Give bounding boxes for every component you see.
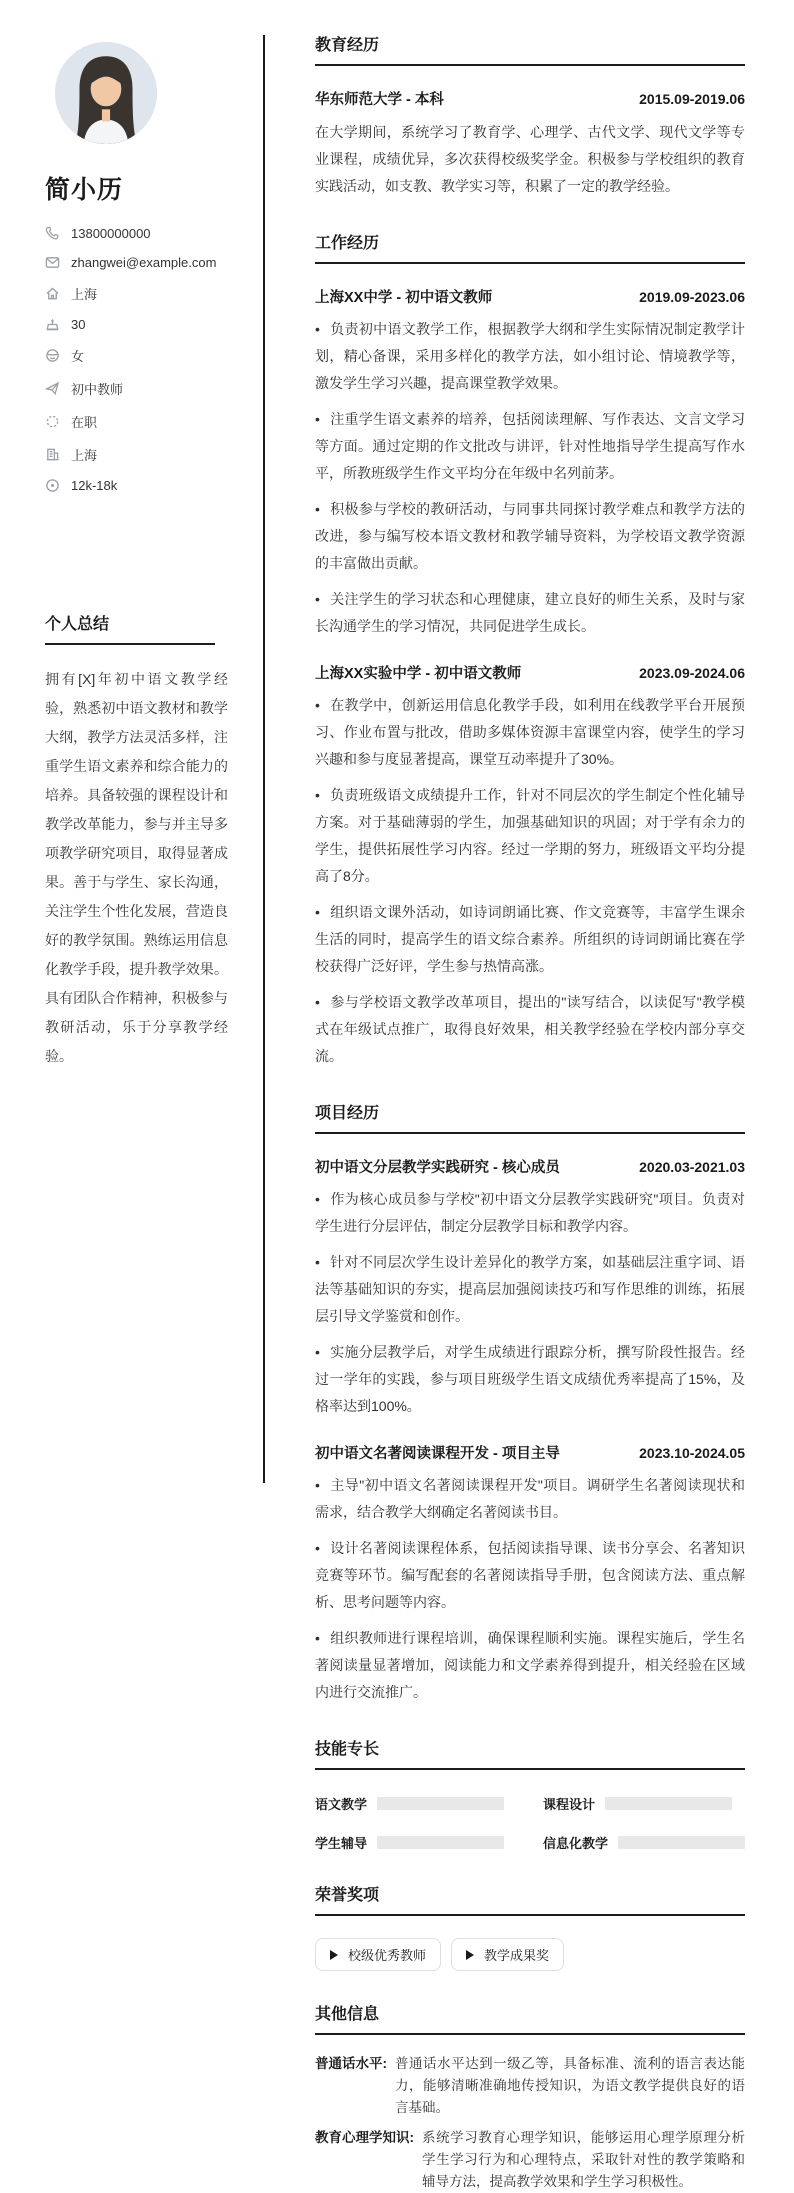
- contact-city: [45, 445, 263, 464]
- skill-label: 信息化教学: [542, 1836, 608, 1851]
- education-section: [315, 32, 745, 200]
- work-entry-1-bullets: [315, 316, 745, 640]
- education-description: 在大学期间，系统学习了教育学、心理学、古代文学、现代文学等专业课程，成绩优异，多次获得校级奖学金。积极参与学校组织的教育实践活动，如支教、教学实习等，积累了一定的教学经验。: [315, 124, 745, 194]
- work-entry-1-date: 2019.09-2023.06: [639, 289, 745, 305]
- skill-bar-track: [377, 1836, 504, 1849]
- bullet: • 组织教师进行课程培训，确保课程顺利实施。课程实施后，学生名著阅读量显著增加，阅读能力和文学素养得到提升，相关经验在区域内进行交流推广。: [315, 1625, 745, 1706]
- education-entry-head: [315, 88, 745, 109]
- other-info-section: [315, 2001, 745, 2193]
- education-entry: [315, 88, 745, 200]
- work-entry-2-date: 2023.09-2024.06: [639, 665, 745, 681]
- sidebar: [45, 0, 263, 1522]
- skill-it-teaching: [543, 1833, 745, 1852]
- project-entry-1-bullets: [315, 1186, 745, 1420]
- bullet: • 积极参与学校的教研活动，与同事共同探讨教学难点和教学方法的改进，参与编写校本语文教材和教学辅导资料，为学校语文教学资源的丰富做出贡献。: [315, 496, 745, 577]
- work-entry-2-bullets: [315, 692, 745, 1070]
- summary-heading: 个人总结: [45, 611, 215, 645]
- project-entry-2-head: [315, 1442, 745, 1463]
- bullet: • 组织语文课外活动，如诗词朗诵比赛、作文竞赛等，丰富学生课余生活的同时，提高学生的语文综合素养。所组织的诗词朗诵比赛在学校获得广泛好评，学生参与热情高涨。: [315, 899, 745, 980]
- mail-icon: [45, 255, 60, 270]
- skill-chinese-teaching: [315, 1794, 515, 1813]
- contact-location: [45, 284, 263, 303]
- work-section: [315, 230, 745, 1070]
- skills-grid: [315, 1794, 745, 1852]
- salary-target-icon: [45, 478, 60, 493]
- main-column: [315, 0, 745, 2189]
- contact-email-value: zhangwei@example.com: [71, 255, 217, 270]
- play-triangle-icon: [466, 1950, 474, 1960]
- education-school: 华东师范大学 - 本科: [315, 92, 444, 108]
- honors-heading: 荣誉奖项: [315, 1882, 745, 1916]
- honor-label: 校级优秀教师: [348, 1948, 427, 1963]
- work-entry-1: [315, 286, 745, 640]
- bullet: • 负责初中语文教学工作，根据教学大纲和学生实际情况制定教学计划，精心备课，采用多样化的教学方法，如小组讨论、情境教学等，激发学生学习兴趣，提高课堂教学效果。: [315, 316, 745, 397]
- other-item-text: 普通话水平达到一级乙等，具备标准、流利的语言表达能力，能够清晰准确地传授知识，为语文教学提供良好的语言基础。: [395, 2056, 745, 2115]
- status-circle-icon: [45, 414, 60, 429]
- skill-label: 学生辅导: [315, 1836, 368, 1851]
- work-heading: 工作经历: [315, 230, 745, 264]
- project-entry-1-date: 2020.03-2021.03: [639, 1159, 745, 1175]
- skills-heading: 技能专长: [315, 1736, 745, 1770]
- work-entry-2-head: [315, 662, 745, 683]
- skill-course-design: [543, 1794, 745, 1813]
- contact-position: [45, 379, 263, 398]
- education-date: 2015.09-2019.06: [639, 91, 745, 107]
- project-entry-1-head: [315, 1156, 745, 1177]
- skill-label: 课程设计: [542, 1797, 595, 1812]
- summary-section: [45, 611, 263, 1071]
- honor-badges: [315, 1938, 745, 1971]
- other-item-psychology: [315, 2127, 745, 2193]
- contact-list: [45, 226, 263, 493]
- age-icon: [45, 317, 60, 332]
- work-entry-2: [315, 662, 745, 1070]
- bullet: • 注重学生语文素养的培养，包括阅读理解、写作表达、文言文学习等方面。通过定期的作文批改与讲评，针对性地指导学生提高写作水平，所教班级学生作文平均分在年级中名列前茅。: [315, 406, 745, 487]
- bullet: • 作为核心成员参与学校"初中语文分层教学实践研究"项目。负责对学生进行分层评估，制定分层教学目标和教学内容。: [315, 1186, 745, 1240]
- contact-email: [45, 255, 263, 270]
- contact-age-value: 30: [71, 317, 86, 332]
- contact-position-value: 初中教师: [71, 382, 124, 397]
- bullet: • 在教学中，创新运用信息化教学手段，如利用在线教学平台开展预习、作业布置与批改，借助多媒体资源丰富课堂内容，使学生的学习兴趣和参与度显著提高，课堂互动率提升了30%。: [315, 692, 745, 773]
- project-entry-2-date: 2023.10-2024.05: [639, 1445, 745, 1461]
- other-item-label: 普通话水平:: [315, 2056, 387, 2071]
- contact-age: [45, 317, 263, 332]
- projects-section: [315, 1100, 745, 1706]
- project-entry-1: [315, 1156, 745, 1420]
- honor-badge-excellent-teacher: [315, 1938, 441, 1971]
- contact-status-value: 在职: [71, 415, 98, 430]
- work-entry-1-company: 上海XX中学 - 初中语文教师: [315, 290, 493, 306]
- other-item-mandarin: [315, 2053, 745, 2119]
- skills-section: [315, 1736, 745, 1852]
- project-entry-2-bullets: [315, 1472, 745, 1706]
- skill-bar-track: [618, 1836, 745, 1849]
- avatar-photo-placeholder: [55, 42, 157, 144]
- skill-bar-track: [377, 1797, 504, 1810]
- contact-city-value: 上海: [71, 448, 98, 463]
- contact-gender: [45, 346, 263, 365]
- home-icon: [45, 286, 60, 301]
- skill-label: 语文教学: [315, 1797, 368, 1812]
- work-entry-2-company: 上海XX实验中学 - 初中语文教师: [315, 666, 522, 682]
- position-paper-plane-icon: [45, 381, 60, 396]
- bullet: • 针对不同层次学生设计差异化的教学方案，如基础层注重字词、语法等基础知识的夯实，提高层加强阅读技巧和写作思维的训练，拓展层引导文学鉴赏和创作。: [315, 1249, 745, 1330]
- project-entry-1-name: 初中语文分层教学实践研究 - 核心成员: [315, 1160, 560, 1176]
- contact-location-value: 上海: [71, 287, 98, 302]
- contact-salary: [45, 478, 263, 493]
- skill-student-tutoring: [315, 1833, 515, 1852]
- project-entry-2-name: 初中语文名著阅读课程开发 - 项目主导: [315, 1446, 560, 1462]
- contact-gender-value: 女: [71, 349, 85, 364]
- projects-heading: 项目经历: [315, 1100, 745, 1134]
- honor-label: 教学成果奖: [484, 1948, 550, 1963]
- bullet: • 负责班级语文成绩提升工作，针对不同层次的学生制定个性化辅导方案。对于基础薄弱的学生，加强基础知识的巩固；对于学有余力的学生，提供拓展性学习内容。经过一学期的努力，班级语文平均分提高了8分。: [315, 782, 745, 890]
- honor-badge-teaching-achievement: [451, 1938, 564, 1971]
- avatar: [55, 42, 157, 144]
- phone-icon: [45, 226, 60, 241]
- gender-icon: [45, 348, 60, 363]
- bullet: • 主导"初中语文名著阅读课程开发"项目。调研学生名著阅读现状和需求，结合教学大纲确定名著阅读书目。: [315, 1472, 745, 1526]
- contact-phone-value: 13800000000: [71, 226, 151, 241]
- bullet: • 参与学校语文教学改革项目，提出的"读写结合，以读促写"教学模式在年级试点推广，取得良好效果，相关教学经验在学校内部分享交流。: [315, 989, 745, 1070]
- other-item-text: 系统学习教育心理学知识，能够运用心理学原理分析学生学习行为和心理特点，采取针对性的教学策略和辅导方法，提高教学效果和学生学习积极性。: [422, 2130, 745, 2189]
- other-info-heading: 其他信息: [315, 2001, 745, 2035]
- play-triangle-icon: [330, 1950, 338, 1960]
- summary-text: 拥有[X]年初中语文教学经验，熟悉初中语文教材和教学大纲，教学方法灵活多样，注重学生语文素养和综合能力的培养。具备较强的课程设计和教学改革能力，参与并主导多项教学研究项目，取得显著成果。善于与学生、家长沟通，关注学生个性化发展，营造良好的教学氛围。熟练运用信息化教学手段，提升教学效果。具有团队合作精神，积极参与教研活动，乐于分享教学经验。: [45, 671, 228, 1064]
- bullet: • 关注学生的学习状态和心理健康，建立良好的师生关系，及时与家长沟通学生的学习情况，共同促进学生成长。: [315, 586, 745, 640]
- skill-bar-track: [605, 1797, 732, 1810]
- education-heading: 教育经历: [315, 32, 745, 66]
- contact-status: [45, 412, 263, 431]
- building-icon: [45, 447, 60, 462]
- bullet: • 设计名著阅读课程体系，包括阅读指导课、读书分享会、名著知识竞赛等环节。编写配套的名著阅读指导手册，包含阅读方法、重点解析、思考问题等内容。: [315, 1535, 745, 1616]
- honors-section: [315, 1882, 745, 1971]
- bullet: • 实施分层教学后，对学生成绩进行跟踪分析，撰写阶段性报告。经过一学年的实践，参与项目班级学生语文成绩优秀率提高了15%，及格率达到100%。: [315, 1339, 745, 1420]
- vertical-divider: [263, 35, 265, 1483]
- other-item-label: 教育心理学知识:: [315, 2130, 414, 2145]
- contact-phone: [45, 226, 263, 241]
- project-entry-2: [315, 1442, 745, 1706]
- work-entry-1-head: [315, 286, 745, 307]
- other-info-list: [315, 2053, 745, 2193]
- contact-salary-value: 12k-18k: [71, 478, 118, 493]
- person-name: 简小历: [45, 176, 124, 204]
